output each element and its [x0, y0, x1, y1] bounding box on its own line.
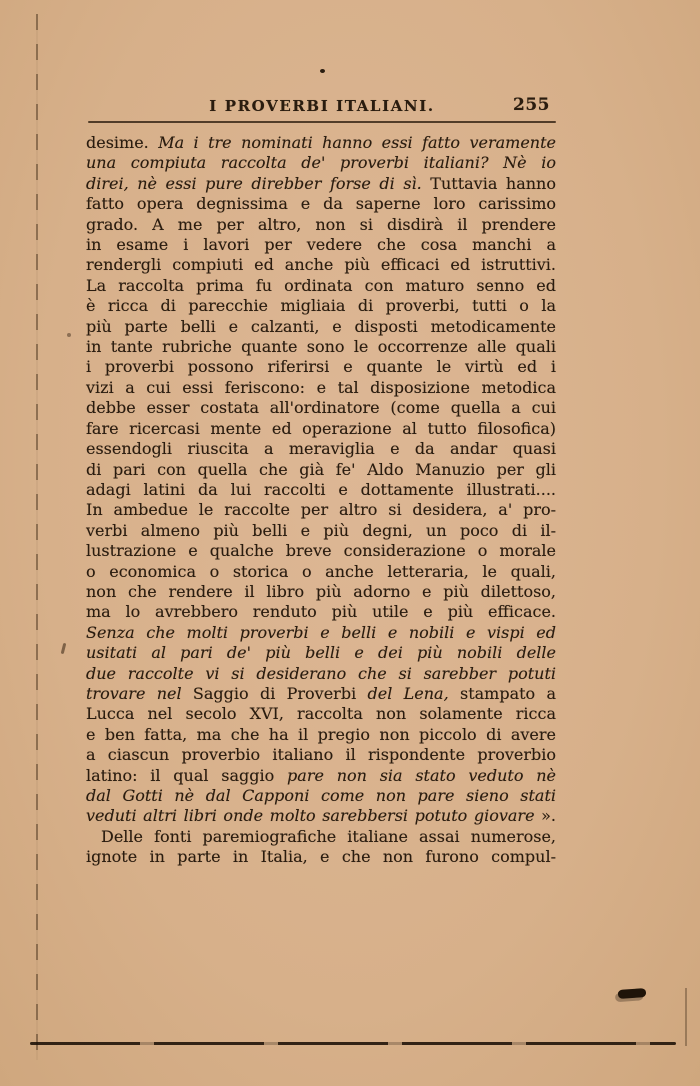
- roman-run: i proverbi possono riferirsi e quante le virtù ed i: [86, 357, 556, 377]
- text-line: [86, 255, 556, 275]
- italic-run: del Lena,: [367, 683, 449, 703]
- roman-run: debbe esser costata all'ordinatore (come quella a cui: [86, 398, 556, 418]
- roman-run: adagi latini da lui raccolti e dottamente illustrati....: [86, 479, 556, 499]
- roman-run: non che rendere il libro più adorno e più dilettoso,: [86, 581, 556, 601]
- text-line: [86, 704, 556, 724]
- roman-run: Delle fonti paremiografiche italiane assai numerose,: [101, 826, 556, 846]
- ink-speck: [67, 333, 71, 337]
- ink-smudge: [618, 988, 647, 999]
- text-line: [86, 786, 556, 806]
- text-line: [86, 337, 556, 357]
- text-line: [86, 643, 556, 663]
- text-line: [86, 582, 556, 602]
- text-line: [86, 378, 556, 398]
- italic-run: Senza che molti proverbi e belli e nobili e vispi ed: [86, 622, 556, 642]
- italic-run: due raccolte vi si desiderano che si sarebber potuti: [86, 663, 556, 683]
- roman-run: essendogli riuscita a meraviglia e da andar quasi: [86, 439, 556, 459]
- italic-run: direi, nè essi pure direbber forse di sì.: [86, 173, 422, 193]
- roman-run: verbi almeno più belli e più degni, un poco di il-: [86, 520, 556, 540]
- text-line: [86, 276, 556, 296]
- page-edge-mark: [685, 988, 687, 1046]
- roman-run: fatto opera degnissima e da saperne loro carissimo: [86, 194, 556, 214]
- roman-run: a ciascun proverbio italiano il rispondente proverbio: [86, 745, 556, 765]
- italic-run: Ma i tre nominati hanno essi fatto veramente: [158, 133, 556, 152]
- roman-run: Saggio di Proverbi: [192, 683, 368, 703]
- text-line: [86, 357, 556, 377]
- italic-run: una compiuta raccolta de' proverbi italiani? Nè io: [86, 153, 556, 173]
- roman-run: latino: il qual saggio: [86, 765, 288, 785]
- roman-run: lustrazione e qualche breve considerazione o morale: [86, 541, 556, 561]
- text-line: [86, 766, 556, 786]
- running-header: [88, 97, 556, 119]
- roman-run: grado. A me per altro, non si disdirà il prendere: [86, 214, 556, 234]
- roman-run: ignote in parte in Italia, e che non furono compul-: [86, 847, 556, 867]
- italic-run: veduti altri libri onde molto sarebbersi potuto giovare: [86, 806, 535, 826]
- roman-run: è ricca di parecchie migliaia di proverbi, tutti o la: [86, 296, 556, 316]
- roman-run: Lucca nel secolo XVI, raccolta non solamente ricca: [86, 704, 556, 724]
- text-line: [86, 398, 556, 418]
- roman-run: stampato a: [448, 683, 557, 703]
- text-line: [86, 235, 556, 255]
- text-line: [86, 684, 556, 704]
- roman-run: desime.: [86, 133, 159, 152]
- text-line: [86, 317, 556, 337]
- page-edge-shadow: [30, 1042, 676, 1045]
- text-line: [86, 623, 556, 643]
- text-line: [86, 194, 556, 214]
- ink-dot: [320, 69, 325, 73]
- text-line: [86, 664, 556, 684]
- roman-run: di pari con quella che già fe' Aldo Manuzio per gli: [86, 459, 556, 479]
- italic-run: dal Gotti nè dal Capponi come non pare sieno stati: [86, 786, 556, 805]
- text-line: [86, 562, 556, 582]
- body-text: [86, 133, 556, 868]
- text-line: [86, 521, 556, 541]
- roman-run: in tante rubriche quante sono le occorrenze alle quali: [86, 337, 556, 357]
- text-line: [86, 419, 556, 439]
- text-line: [86, 500, 556, 520]
- text-line: [86, 725, 556, 745]
- roman-run: in esame i lavori per vedere che cosa manchi a: [86, 235, 556, 255]
- text-line: [86, 827, 556, 847]
- text-line: [86, 745, 556, 765]
- text-line: [86, 439, 556, 459]
- roman-run: Tuttavia hanno: [421, 173, 556, 193]
- running-header-title: I PROVERBI ITALIANI.: [209, 97, 435, 115]
- text-line: [86, 480, 556, 500]
- ink-speck: [61, 643, 67, 654]
- text-line: [86, 847, 556, 867]
- roman-run: La raccolta prima fu ordinata con maturo senno ed: [86, 275, 556, 295]
- roman-run: In ambedue le raccolte per altro si desidera, a' pro-: [86, 500, 556, 520]
- page-number: 255: [513, 95, 550, 115]
- text-line: [86, 174, 556, 194]
- roman-run: e ben fatta, ma che ha il pregio non piccolo di avere: [86, 724, 556, 744]
- roman-run: rendergli compiuti ed anche più efficaci ed istruttivi.: [86, 255, 556, 275]
- text-line: [86, 602, 556, 622]
- roman-run: vizi a cui essi feriscono: e tal disposizione metodica: [86, 377, 556, 397]
- roman-run: più parte belli e calzanti, e disposti metodicamente: [86, 316, 556, 336]
- text-line: [86, 153, 556, 173]
- text-line: [86, 460, 556, 480]
- text-line: [86, 296, 556, 316]
- text-line: [86, 541, 556, 561]
- text-line: [86, 133, 556, 153]
- italic-run: pare non sia stato veduto nè: [287, 765, 557, 785]
- roman-run: ma lo avrebbero renduto più utile e più efficace.: [86, 602, 556, 622]
- italic-run: trovare nel: [86, 683, 193, 703]
- roman-run: ».: [534, 806, 556, 826]
- text-line: [86, 215, 556, 235]
- italic-run: usitati al pari de' più belli e dei più nobili delle: [86, 643, 556, 663]
- header-rule: [88, 121, 556, 123]
- roman-run: fare ricercasi mente ed operazione al tutto filosofica): [86, 418, 556, 438]
- roman-run: o economica o storica o anche letteraria, le quali,: [86, 561, 556, 581]
- text-line: [86, 806, 556, 826]
- page-crease-line: [36, 14, 38, 1060]
